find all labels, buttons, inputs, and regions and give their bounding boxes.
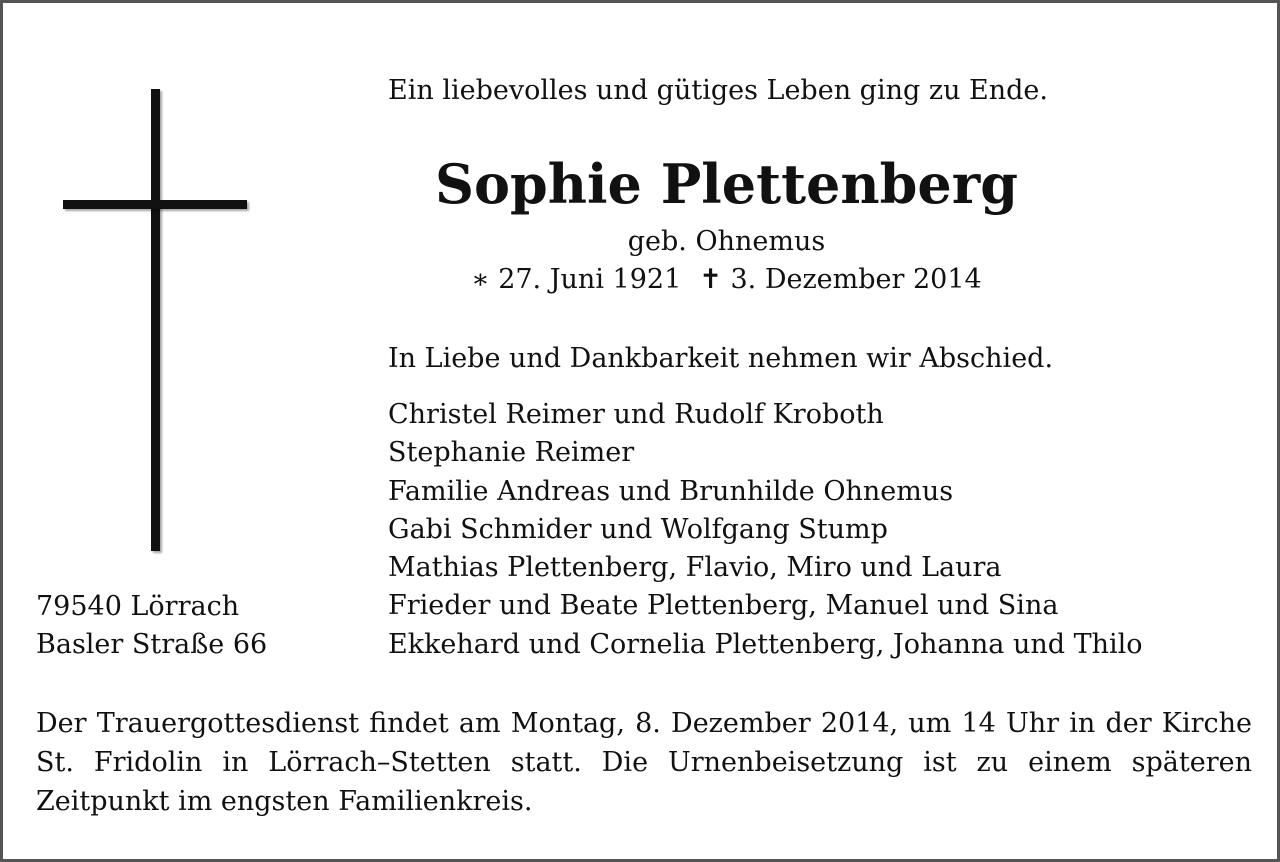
address-street: Basler Straße 66 <box>36 629 268 661</box>
intro-line: Ein liebevolles und gütiges Leben ging zu Ende. <box>388 75 1048 106</box>
mourner-entry: Gabi Schmider und Wolfgang Stump <box>388 513 888 545</box>
mourning-address <box>36 588 267 665</box>
mourner-entry: Ekkehard und Cornelia Plettenberg, Johanna und Thilo <box>388 628 1143 660</box>
mourner-entry: Frieder und Beate Plettenberg, Manuel und Sina <box>388 590 1059 622</box>
mourner-entry: Stephanie Reimer <box>388 437 635 469</box>
birth-date: ∗ 27. Juni 1921 <box>471 264 682 295</box>
cross-vertical-beam <box>151 89 160 551</box>
mourner-entry: Christel Reimer und Rudolf Kroboth <box>388 399 884 430</box>
cross-icon <box>63 89 249 553</box>
death-date: ✝ 3. Dezember 2014 <box>699 264 982 295</box>
deceased-name: Sophie Plettenberg <box>434 152 1018 216</box>
farewell-line: In Liebe und Dankbarkeit nehmen wir Abschied. <box>388 343 1054 374</box>
life-dates <box>388 262 1065 298</box>
maiden-name: geb. Ohnemus <box>627 226 826 257</box>
mourner-entry: Mathias Plettenberg, Flavio, Miro und Laura <box>388 552 1002 584</box>
mourners-list <box>388 396 1143 664</box>
address-city: 79540 Lörrach <box>36 591 240 622</box>
cross-horizontal-beam <box>63 200 247 209</box>
funeral-service-info: Der Trauergottesdienst findet am Montag, 8. Dezember 2014, um 14 Uhr in der Kirche St. Fridolin in Lörrach–Stetten statt. Die Urnenbeisetzung ist zu einem späteren Zeitpunkt im engsten Familienkreis. <box>36 708 1252 817</box>
mourner-entry: Familie Andreas und Brunhilde Ohnemus <box>388 475 954 507</box>
